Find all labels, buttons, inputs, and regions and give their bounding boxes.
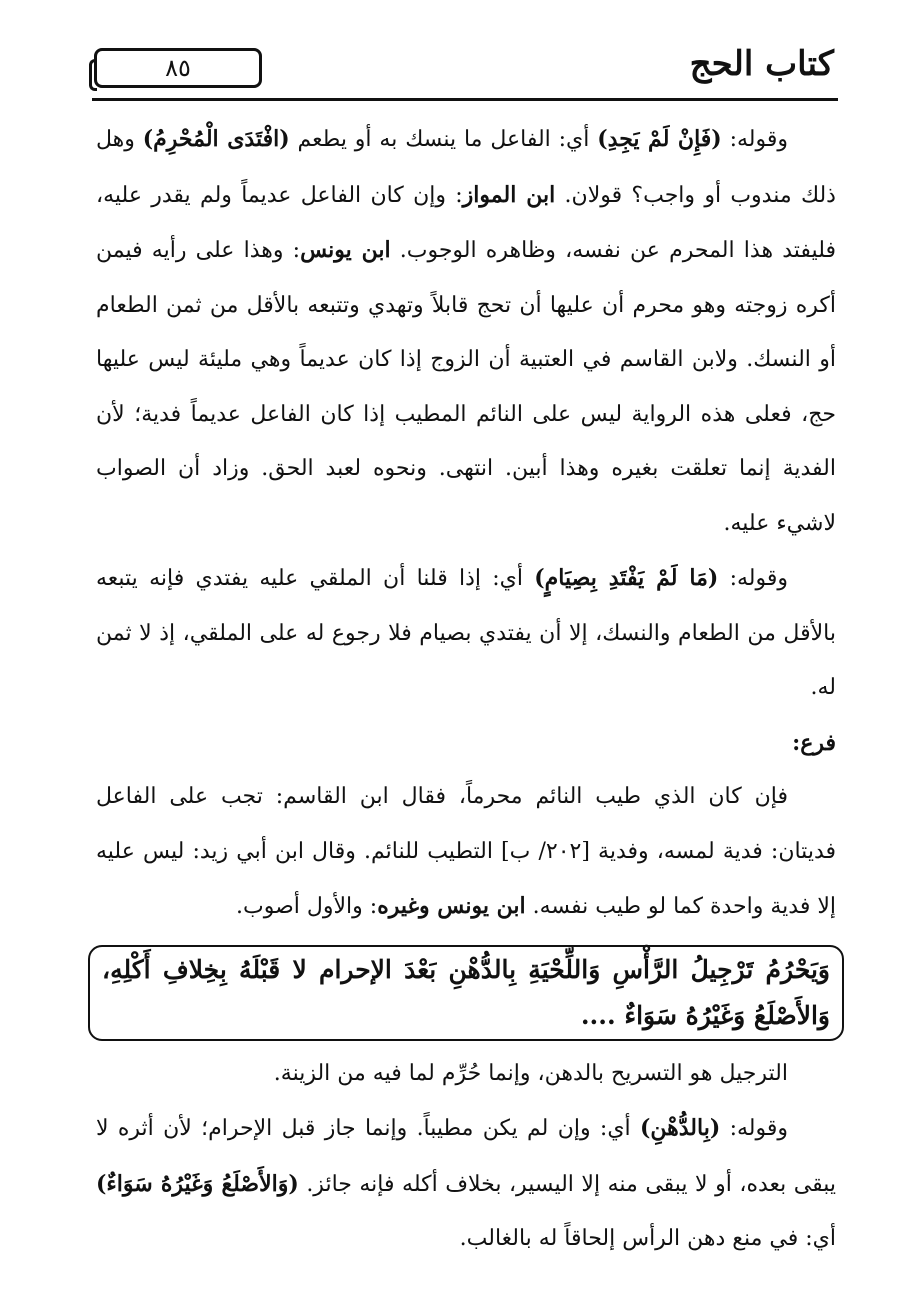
- page-header: [92, 44, 838, 96]
- scholar-name: ابن المواز: [462, 181, 556, 208]
- text-run: أي: إذا قلنا أن الملقي عليه يفتدي فإنه يتبعه بالأقل من الطعام والنسك، إلا أن يفتدي بصيام فلا رجوع له على الملقي، إذ لا ثمن له.: [96, 566, 836, 700]
- text-run: وهل ذلك مندوب أو واجب؟ قولان.: [96, 127, 836, 208]
- paragraph-1: [96, 112, 836, 551]
- quoted-matn: (بِالدُّهْنِ): [640, 1115, 721, 1141]
- paragraph-5: [96, 1101, 836, 1267]
- text-run: أي: وإن لم يكن مطيباً. وإنما جاز قبل الإحرام؛ لأن أثره لا يبقى بعده، أو لا يبقى منه إلا اليسير، بخلاف أكله فإنه جائز.: [96, 1116, 836, 1197]
- text-run: : وإن كان الفاعل عديماً ولم يقدر عليه، فليفتد هذا المحرم عن نفسه، وظاهره الوجوب.: [96, 182, 836, 263]
- page-body: [96, 112, 836, 1267]
- section-heading: فرع:: [792, 729, 836, 756]
- text-run: : وهذا على رأيه فيمن أكره زوجته وهو محرم أن عليها أن تحج قابلاً وتهدي وتتبعه بالأقل من ثمن الطعام أو النسك. ولابن القاسم في العتبية أن الزوج إذا كان عديماً وهي مليئة ليس عليها حج، فعلى هذه الرواية ليس على النائم المطيب إذا كان الفاعل عديماً فدية؛ لأن الفدية إنما تعلقت بغيره وهذا أبين. انتهى. ونحوه لعبد الحق. وزاد أن الصواب لاشيء عليه.: [96, 238, 836, 536]
- paragraph-3: [96, 770, 836, 935]
- header-divider: [92, 98, 838, 101]
- quoted-matn: (افْتَدَى الْمُحْرِمُ): [142, 126, 290, 152]
- quoted-matn: (مَا لَمْ يَفْتَدِ بِصِيَامٍ): [534, 565, 719, 591]
- matn-box: [88, 945, 844, 1041]
- paragraph-2: [96, 551, 836, 716]
- text-run: وقوله:: [721, 127, 789, 152]
- quoted-matn: (فَإِنْ لَمْ يَجِدِ): [597, 126, 722, 152]
- text-run: أي: في منع دهن الرأس إلحاقاً له بالغالب.: [459, 1226, 836, 1251]
- scholar-name: ابن يونس وغيره: [377, 893, 526, 919]
- running-title: كتاب الحج: [689, 44, 834, 84]
- quoted-matn: (وَالأَصْلَعُ وَغَيْرُهُ سَوَاءٌ): [96, 1170, 299, 1197]
- text-run: وقوله:: [718, 566, 788, 591]
- text-run: أي: الفاعل ما ينسك به أو يطعم: [289, 127, 598, 152]
- matn-text: وَيَحْرُمُ تَرْجِيلُ الرَّأْسِ وَاللِّحْيَةِ بِالدُّهْنِ بَعْدَ الإحرام لا قَبْلَهُ بِخِلافِ أَكْلِهِ، وَالأَصْلَعُ وَغَيْرُهُ سَوَاءٌ ....: [102, 954, 830, 1030]
- text-run: وقوله:: [720, 1116, 788, 1141]
- scholar-name: ابن يونس: [300, 237, 391, 263]
- text-run: : والأول أصوب.: [236, 894, 378, 919]
- page-number: ٨٥: [94, 48, 262, 88]
- text-run: فإن كان الذي طيب النائم محرماً، فقال ابن القاسم: تجب على الفاعل فديتان: فدية لمسه، وفدية [٢٠٢/ ب] التطيب للنائم. وقال ابن أبي زيد: ليس عليه إلا فدية واحدة كما لو طيب نفسه.: [96, 784, 837, 919]
- paragraph-4: الترجيل هو التسريح بالدهن، وإنما حُرِّم لما فيه من الزينة.: [273, 1060, 788, 1086]
